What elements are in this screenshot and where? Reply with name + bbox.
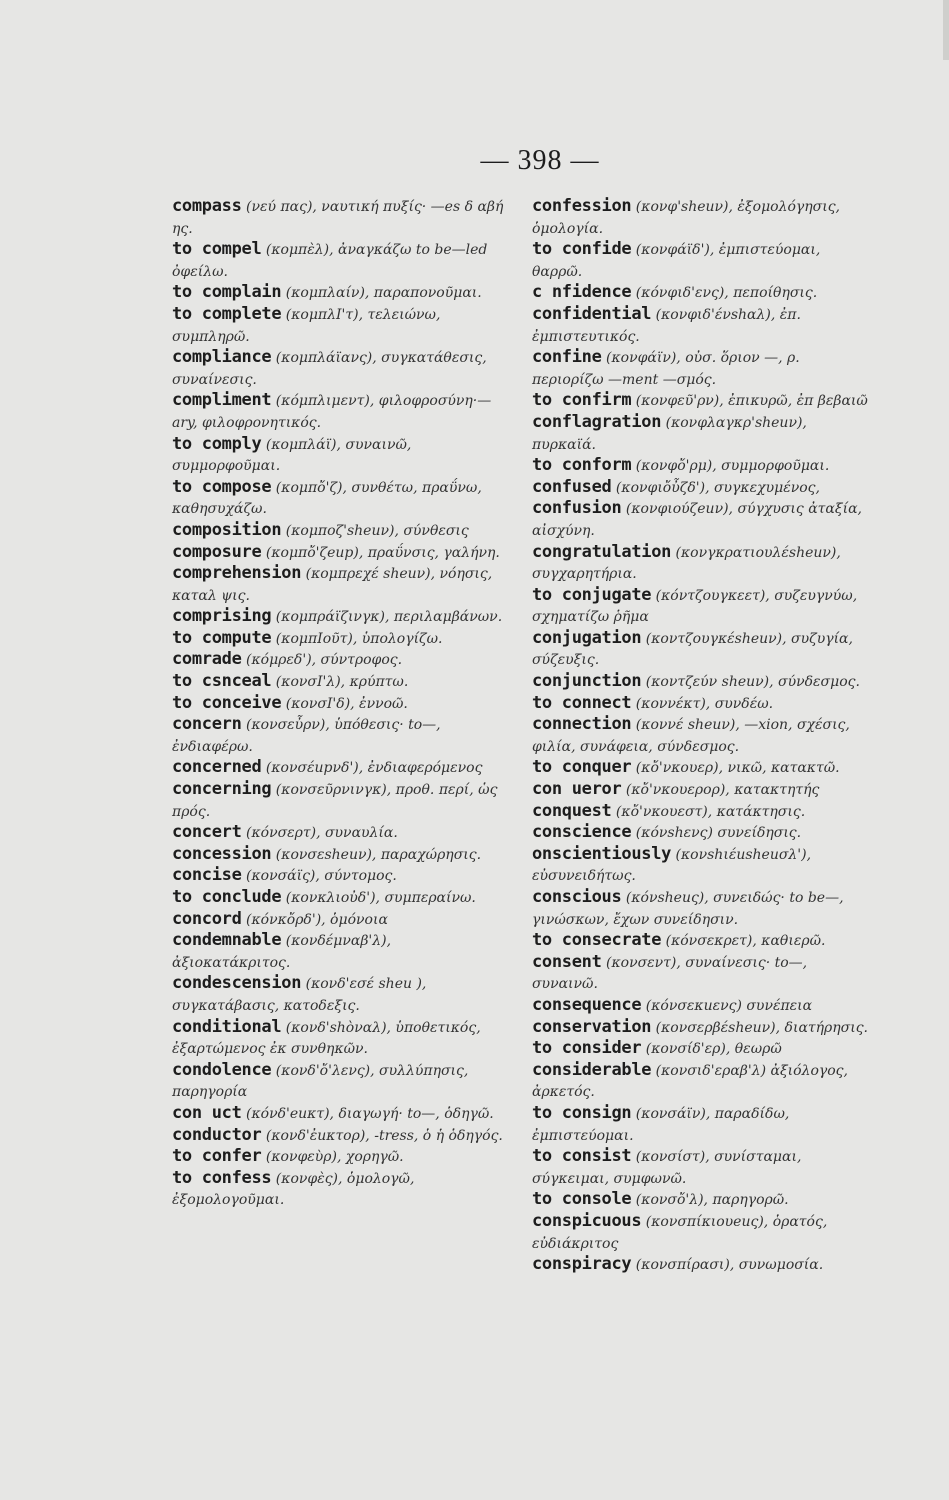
dictionary-entry bbox=[532, 477, 872, 499]
entry-definition: (κόνshενς) συνείδησις. bbox=[631, 825, 802, 842]
entry-headword: to consist bbox=[532, 1146, 632, 1167]
dictionary-entry bbox=[532, 671, 872, 693]
dictionary-entry bbox=[532, 239, 872, 282]
entry-definition: (κονφὲς), ὁμολογῶ, ἐξομολογοῦμαι. bbox=[172, 1170, 415, 1209]
dictionary-entry bbox=[532, 757, 872, 779]
page-number: — 398 — bbox=[480, 145, 600, 176]
dictionary-entry bbox=[532, 455, 872, 477]
entry-headword: to confide bbox=[532, 239, 632, 260]
entry-definition: (κονφιδ'ένshαλ), ἐπ. ἐμπιστευτικός. bbox=[532, 306, 801, 345]
entry-headword: confused bbox=[532, 476, 612, 497]
entry-headword: congratulation bbox=[532, 541, 672, 562]
entry-headword: composure bbox=[172, 541, 262, 562]
entry-headword: conjugation bbox=[532, 627, 642, 648]
entry-definition: (κομπλάϊ), συναινῶ, συμμορφοῦμαι. bbox=[172, 436, 412, 475]
page-edge-shadow bbox=[943, 0, 949, 60]
entry-headword: condemnable bbox=[172, 930, 282, 951]
entry-headword: to confirm bbox=[532, 390, 632, 411]
dictionary-entry bbox=[172, 649, 512, 671]
entry-headword: concerning bbox=[172, 779, 272, 800]
entry-definition: (κομπὄ'ζ), συνθέτω, πραΰνω, καθησυχάζω. bbox=[172, 479, 482, 518]
entry-headword: c nfidence bbox=[532, 282, 632, 303]
entry-headword: consequence bbox=[532, 994, 642, 1015]
dictionary-entry bbox=[532, 1254, 872, 1276]
entry-headword: conquest bbox=[532, 800, 612, 821]
entry-headword: comprehension bbox=[172, 563, 302, 584]
entry-headword: to consecrate bbox=[532, 930, 662, 951]
dictionary-entry bbox=[172, 865, 512, 887]
entry-headword: comrade bbox=[172, 649, 242, 670]
entry-definition: (κοννέ sheuν), —xion, σχέσις, φιλία, συνάφεια, σύνδεσμος. bbox=[532, 717, 850, 755]
entry-definition: (κοντζεύν sheuν), σύνδεσμος. bbox=[641, 674, 860, 691]
entry-headword: compliment bbox=[172, 390, 272, 411]
dictionary-entry bbox=[172, 239, 512, 282]
dictionary-entry bbox=[172, 844, 512, 866]
dictionary-entry bbox=[172, 973, 512, 1016]
entry-headword: conditional bbox=[172, 1016, 282, 1037]
entry-definition: (κονφάϊδ'), ἐμπιστεύομαι, θαρρῶ. bbox=[532, 242, 821, 280]
entry-headword: condolence bbox=[172, 1059, 272, 1080]
entry-definition: (κονσΙ'δ), ἐννοῶ. bbox=[281, 695, 408, 712]
entry-definition: (κόνsheuς), συνειδώς· to be—, γινώσκων, ἔχων συνείδησιν. bbox=[532, 890, 844, 928]
dictionary-entry bbox=[172, 693, 512, 715]
dictionary-entry bbox=[172, 1103, 512, 1125]
dictionary-entry bbox=[172, 434, 512, 477]
dictionary-entry bbox=[172, 542, 512, 564]
dictionary-entry bbox=[172, 606, 512, 628]
entry-headword: to compose bbox=[172, 476, 272, 497]
dictionary-entry bbox=[532, 1103, 872, 1146]
entry-headword: conscious bbox=[532, 887, 622, 907]
dictionary-entry bbox=[532, 1211, 872, 1254]
entry-headword: composition bbox=[172, 519, 282, 540]
entry-definition: (κονσερβέsheuν), διατήρησις. bbox=[651, 1019, 868, 1036]
dictionary-entry bbox=[532, 304, 872, 347]
entry-headword: to confess bbox=[172, 1167, 272, 1188]
entry-headword: con ueror bbox=[532, 779, 622, 800]
entry-definition: (κονσάϊν), παραδίδω, ἐμπιστεύομαι. bbox=[532, 1105, 790, 1144]
dictionary-entry bbox=[532, 801, 872, 823]
entry-definition: (κονσΙ'λ), κρύπτω. bbox=[271, 674, 409, 691]
entry-headword: conspicuous bbox=[532, 1210, 642, 1231]
entry-definition: (κονδ'ἐuκτορ), -tress, ὁ ἡ ὁδηγός. bbox=[261, 1127, 503, 1144]
entry-definition: (κονσάϊς), σύντομος. bbox=[241, 868, 397, 885]
entry-definition: (κομπλάϊανς), συγκατάθεσις, συναίνεσις. bbox=[172, 350, 487, 388]
dictionary-entry bbox=[532, 1146, 872, 1189]
dictionary-entry bbox=[172, 347, 512, 390]
entry-headword: concise bbox=[172, 865, 242, 886]
entry-headword: onscientiously bbox=[532, 843, 672, 864]
entry-definition: (κονδ'shὸναλ), ὑποθετικός, ἐξαρτώμενος ἐκ συνθηκῶν. bbox=[172, 1019, 481, 1058]
entry-headword: concern bbox=[172, 714, 242, 735]
entry-definition: (κονσπίρασι), συνωμοσία. bbox=[631, 1257, 824, 1274]
entry-headword: conservation bbox=[532, 1016, 652, 1037]
entry-headword: consent bbox=[532, 951, 602, 972]
entry-definition: (κονφ'sheuν), ἐξομολόγησις, ὁμολογία. bbox=[532, 199, 840, 237]
dictionary-entry bbox=[532, 887, 872, 930]
dictionary-entry bbox=[532, 347, 872, 390]
entry-definition: (κομποζ'sheuν), σύνθεσις bbox=[281, 522, 469, 539]
entry-headword: to compute bbox=[172, 627, 272, 648]
entry-definition: (κονσεντ), συναίνεσις· to—, συναινῶ. bbox=[532, 954, 808, 993]
dictionary-entry bbox=[172, 1168, 512, 1211]
entry-definition: (κομπὲλ), ἀναγκάζω to be—led ὀφείλω. bbox=[172, 242, 488, 280]
entry-headword: concert bbox=[172, 822, 242, 843]
entry-headword: comprising bbox=[172, 606, 272, 627]
dictionary-entry bbox=[172, 714, 512, 757]
entry-headword: conflagration bbox=[532, 411, 662, 432]
dictionary-entry bbox=[172, 563, 512, 606]
entry-headword: concerned bbox=[172, 757, 262, 778]
entry-definition: (κονφεὺρ), χορηγῶ. bbox=[261, 1149, 404, 1166]
entry-headword: connection bbox=[532, 714, 632, 735]
entry-headword: to complete bbox=[172, 303, 282, 324]
entry-definition: (κόνσεκρετ), καθιερῶ. bbox=[661, 933, 826, 950]
entry-definition: (κόνσερτ), συναυλία. bbox=[241, 825, 398, 842]
dictionary-entry bbox=[172, 1125, 512, 1147]
entry-definition: (κονσιδ'εραβ'λ) ἀξιόλογος, ἀρκετός. bbox=[532, 1062, 848, 1101]
entry-definition: (κονσπίκιουeuς), ὁρατός, εὐδιάκριτος bbox=[532, 1213, 828, 1252]
entry-definition: (κόμπλιμεντ), φιλοφροσύνη·—ary, φιλοφρονητικός. bbox=[172, 393, 492, 431]
dictionary-entry bbox=[532, 628, 872, 671]
entry-headword: conscience bbox=[532, 822, 632, 843]
entry-definition: (κομπΙοῦτ), ὑπολογίζω. bbox=[271, 630, 443, 647]
entry-definition: (κομπρεχέ sheuν), νόησις, καταλ ψις. bbox=[172, 566, 493, 604]
dictionary-entry bbox=[172, 779, 512, 822]
entry-headword: to conjugate bbox=[532, 584, 652, 605]
dictionary-entry bbox=[532, 779, 872, 801]
entry-definition: (κόντζουγκεετ), συζευγνύω, σχηματίζω ῥῆμα bbox=[532, 587, 858, 626]
entry-headword: concession bbox=[172, 843, 272, 864]
entry-definition: (κὄ'νκουεστ), κατάκτησις. bbox=[611, 803, 806, 820]
entry-headword: to connect bbox=[532, 692, 632, 713]
dictionary-entry bbox=[532, 822, 872, 844]
entry-headword: conductor bbox=[172, 1124, 262, 1145]
entry-headword: to csnceal bbox=[172, 671, 272, 692]
dictionary-entry bbox=[532, 498, 872, 541]
entry-headword: to confer bbox=[172, 1146, 262, 1167]
dictionary-entry bbox=[532, 1189, 872, 1211]
entry-definition: (κονφὄ'ρμ), συμμορφοῦμαι. bbox=[631, 458, 830, 475]
entry-definition: (κὄ'νκουερ), νικῶ, κατακτῶ. bbox=[631, 760, 840, 777]
entry-definition: (κονφλαγκρ'sheuν), πυρκαϊά. bbox=[532, 414, 807, 453]
dictionary-entry bbox=[532, 1038, 872, 1060]
entry-definition: (κονσέupνδ'), ἐνδιαφερόμενος bbox=[261, 760, 483, 777]
entry-definition: (κονφιὄὖζδ'), συγκεχυμένος, bbox=[611, 479, 820, 496]
entry-headword: confine bbox=[532, 347, 602, 368]
dictionary-entry bbox=[532, 995, 872, 1017]
right-column bbox=[532, 196, 872, 1276]
dictionary-entry bbox=[172, 930, 512, 973]
dictionary-entry bbox=[172, 628, 512, 650]
dictionary-entry bbox=[172, 822, 512, 844]
entry-definition: (κόνσεκuενς) συνέπεια bbox=[641, 997, 813, 1014]
entry-headword: compass bbox=[172, 196, 242, 216]
entry-definition: (κόμρεδ'), σύντροφος. bbox=[241, 652, 403, 669]
entry-definition: (κονσίδ'ερ), θεωρῶ bbox=[641, 1041, 782, 1058]
dictionary-entry bbox=[172, 196, 512, 239]
dictionary-entry bbox=[172, 304, 512, 347]
entry-headword: confusion bbox=[532, 498, 622, 519]
entry-definition: (κόνδ'euκτ), διαγωγή· to—, ὁδηγῶ. bbox=[241, 1105, 494, 1122]
entry-definition: (κομπλαίν), παραπονοῦμαι. bbox=[281, 285, 482, 302]
left-column bbox=[172, 196, 512, 1211]
entry-headword: to console bbox=[532, 1189, 632, 1210]
entry-definition: (κονδ'ὄ'λενς), συλλύπησις, παρηγορία bbox=[172, 1062, 469, 1101]
dictionary-entry bbox=[532, 844, 872, 887]
dictionary-entry bbox=[532, 1060, 872, 1103]
dictionary-entry bbox=[172, 520, 512, 542]
entry-headword: con uct bbox=[172, 1102, 242, 1123]
entry-definition: (νεύ πας), ναυτική πυξίς· —es δ αβή ης. bbox=[172, 199, 504, 237]
entry-definition: (κονshιέusheuσλ'), εὐσυνειδήτως. bbox=[532, 846, 812, 885]
entry-headword: concord bbox=[172, 908, 242, 929]
entry-headword: to comply bbox=[172, 433, 262, 454]
dictionary-entry bbox=[172, 1146, 512, 1168]
entry-definition: (κομπὄ'ζeup), πραΰνσις, γαλήνη. bbox=[261, 544, 500, 561]
dictionary-entry bbox=[172, 282, 512, 304]
entry-headword: to conclude bbox=[172, 887, 282, 907]
dictionary-entry bbox=[532, 930, 872, 952]
dictionary-entry bbox=[172, 477, 512, 520]
entry-definition: (κονφάϊν), οὐσ. ὅριον —, ρ. περιορίζω —ment —σμός. bbox=[532, 350, 800, 388]
entry-definition: (κονκλιοὐδ'), συμπεραίνω. bbox=[281, 890, 476, 906]
dictionary-entry bbox=[172, 887, 512, 909]
dictionary-entry bbox=[532, 542, 872, 585]
entry-headword: considerable bbox=[532, 1059, 652, 1080]
entry-headword: to compel bbox=[172, 239, 262, 260]
entry-headword: compliance bbox=[172, 347, 272, 368]
dictionary-entry bbox=[172, 390, 512, 433]
entry-headword: confidential bbox=[532, 303, 652, 324]
dictionary-entry bbox=[532, 693, 872, 715]
entry-definition: (κονδέμναβ'λ), ἀξιοκατάκριτος. bbox=[172, 933, 392, 971]
dictionary-entry bbox=[532, 714, 872, 757]
dictionary-entry bbox=[532, 1017, 872, 1039]
dictionary-entry bbox=[172, 909, 512, 931]
entry-headword: to conceive bbox=[172, 692, 282, 713]
dictionary-entry bbox=[532, 196, 872, 239]
dictionary-entry bbox=[532, 282, 872, 304]
entry-headword: to consider bbox=[532, 1038, 642, 1059]
entry-headword: to conquer bbox=[532, 757, 632, 778]
entry-definition: (κομπράϊζινγκ), περιλαμβάνων. bbox=[271, 609, 503, 626]
dictionary-entry bbox=[172, 757, 512, 779]
entry-headword: conspiracy bbox=[532, 1254, 632, 1275]
entry-definition: (κονδ'εσέ sheu ), συγκατάβασις, κατοδεξις. bbox=[172, 976, 427, 1014]
entry-definition: (κονφεῦ'ρν), ἐπικυρῶ, ἐπ βεβαιῶ bbox=[631, 393, 868, 410]
entry-definition: (κονσίστ), συνίσταμαι, σύγκειμαι, συμφωνῶ. bbox=[532, 1149, 802, 1187]
entry-definition: (κὄ'νκουερορ), κατακτητής bbox=[621, 782, 820, 799]
entry-headword: condescension bbox=[172, 973, 302, 994]
entry-headword: conjunction bbox=[532, 671, 642, 692]
entry-headword: to complain bbox=[172, 282, 282, 303]
entry-definition: (κόνφιδ'ενς), πεποίθησις. bbox=[631, 285, 818, 302]
entry-definition: (κοννέκτ), συνδέω. bbox=[631, 695, 774, 712]
entry-definition: (κομπλΙ'τ), τελειώνω, συμπληρῶ. bbox=[172, 306, 441, 345]
dictionary-entry bbox=[532, 412, 872, 455]
dictionary-entry bbox=[532, 952, 872, 995]
dictionary-entry bbox=[172, 1060, 512, 1103]
entry-definition: (κονφιούζeuν), σύγχυσις ἀταξία, αἰσχύνη. bbox=[532, 501, 862, 539]
entry-headword: confession bbox=[532, 196, 632, 216]
entry-definition: (κονσὄ'λ), παρηγορῶ. bbox=[631, 1192, 789, 1209]
dictionary-entry bbox=[172, 1017, 512, 1060]
entry-headword: to conform bbox=[532, 455, 632, 476]
entry-definition: (κονσεῦρνινγκ), προθ. περί, ὡς πρός. bbox=[172, 782, 498, 820]
entry-definition: (κόνκὄρδ'), ὁμόνοια bbox=[241, 911, 388, 928]
dictionary-entry bbox=[532, 390, 872, 412]
entry-headword: to consign bbox=[532, 1102, 632, 1123]
entry-definition: (κοντζουγκέsheuν), συζυγία, σύζευξις. bbox=[532, 630, 853, 669]
entry-definition: (κονσεsheuν), παραχώρησις. bbox=[271, 846, 482, 863]
dictionary-entry bbox=[532, 585, 872, 628]
entry-definition: (κονσεὖρν), ὑπόθεσις· to—, ἐνδιαφέρω. bbox=[172, 717, 441, 755]
entry-definition: (κονγκρατιουλέsheuν), συγχαρητήρια. bbox=[532, 544, 841, 583]
dictionary-entry bbox=[172, 671, 512, 693]
